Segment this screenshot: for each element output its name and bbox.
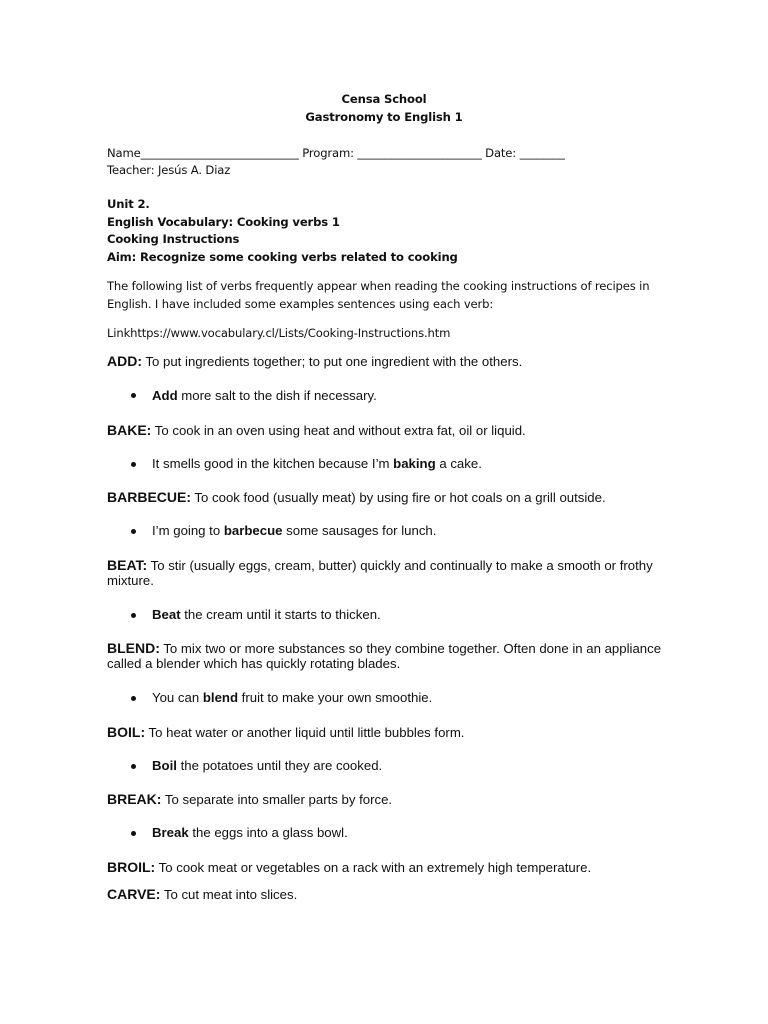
verb-definition: To put ingredients together; to put one ingredient with the others. [142,354,523,369]
verb-definition: To cook in an oven using heat and without extra fat, oil or liquid. [151,423,526,438]
verb-term: BLEND: [107,640,160,656]
bullet-icon [131,696,136,701]
example-verb: barbecue [223,523,283,538]
verb-definition-continued: called a blender which has quickly rotating blades. [107,656,401,671]
verb-definition: To heat water or another liquid until little bubbles form. [145,725,465,740]
verb-example-beat: Beat the cream until it starts to thicken. [152,607,381,622]
verb-term: BAKE: [107,422,152,438]
example-verb: Beat [152,607,181,622]
verb-term: CARVE: [107,886,161,902]
verb-example-barbecue: I’m going to barbecue some sausages for lunch. [152,523,437,538]
reference-link: Linkhttps://www.vocabulary.cl/Lists/Cooking-Instructions.htm [107,326,451,340]
instructions-title: Cooking Instructions [107,232,240,246]
bullet-icon [131,529,136,534]
example-verb: Boil [152,758,177,773]
verb-definition-continued: mixture. [107,573,154,588]
teacher-line: Teacher: Jesús A. Diaz [107,163,231,177]
intro-line-1: The following list of verbs frequently appear when reading the cooking instructions of recipes in [107,279,650,293]
bullet-icon [131,613,136,618]
verb-example-boil: Boil the potatoes until they are cooked. [152,758,383,773]
course-title: Gastronomy to English 1 [305,110,463,124]
verb-example-add: Add more salt to the dish if necessary. [152,388,377,403]
verb-entry-broil [107,859,591,875]
verb-definition: To cook meat or vegetables on a rack with an extremely high temperature. [155,860,592,875]
school-name: Censa School [341,92,427,106]
verb-definition: To cut meat into slices. [160,887,298,902]
example-verb: Add [152,388,178,403]
bullet-icon [131,831,136,836]
verb-entry-carve [107,886,297,902]
example-verb: blend [202,690,239,705]
verb-entry-add [107,353,522,369]
bullet-icon [131,393,136,398]
verb-entry-barbecue [107,489,606,505]
bullet-icon [131,462,136,467]
name-program-date-line: Name____________________________ Program: ______________________ Date: ________ [107,146,565,160]
example-verb: baking [393,456,436,471]
verb-entry-bake [107,422,526,438]
aim-line: Aim: Recognize some cooking verbs related to cooking [107,250,458,264]
verb-term: BEAT: [107,557,148,573]
bullet-icon [131,764,136,769]
verb-entry-boil [107,724,464,740]
unit-label: Unit 2. [107,197,150,211]
vocabulary-title: English Vocabulary: Cooking verbs 1 [107,215,340,229]
verb-entry-break [107,791,392,807]
verb-term: BREAK: [107,791,162,807]
intro-line-2: English. I have included some examples sentences using each verb: [107,297,494,311]
verb-example-bake: It smells good in the kitchen because I’m baking a cake. [152,456,482,471]
verb-definition: To mix two or more substances so they combine together. Often done in an appliance [159,641,662,656]
verb-term: BROIL: [107,859,156,875]
verb-term: BARBECUE: [107,489,191,505]
verb-term: ADD: [107,353,142,369]
verb-definition: To cook food (usually meat) by using fire or hot coals on a grill outside. [191,490,606,505]
verb-example-blend: You can blend fruit to make your own smoothie. [152,690,433,705]
example-verb: Break [152,825,189,840]
verb-entry-beat [107,557,653,573]
verb-example-break: Break the eggs into a glass bowl. [152,825,348,840]
verb-definition: To separate into smaller parts by force. [161,792,393,807]
verb-term: BOIL: [107,724,146,740]
verb-definition: To stir (usually eggs, cream, butter) quickly and continually to make a smooth or frothy [147,558,653,573]
verb-entry-blend [107,640,661,656]
